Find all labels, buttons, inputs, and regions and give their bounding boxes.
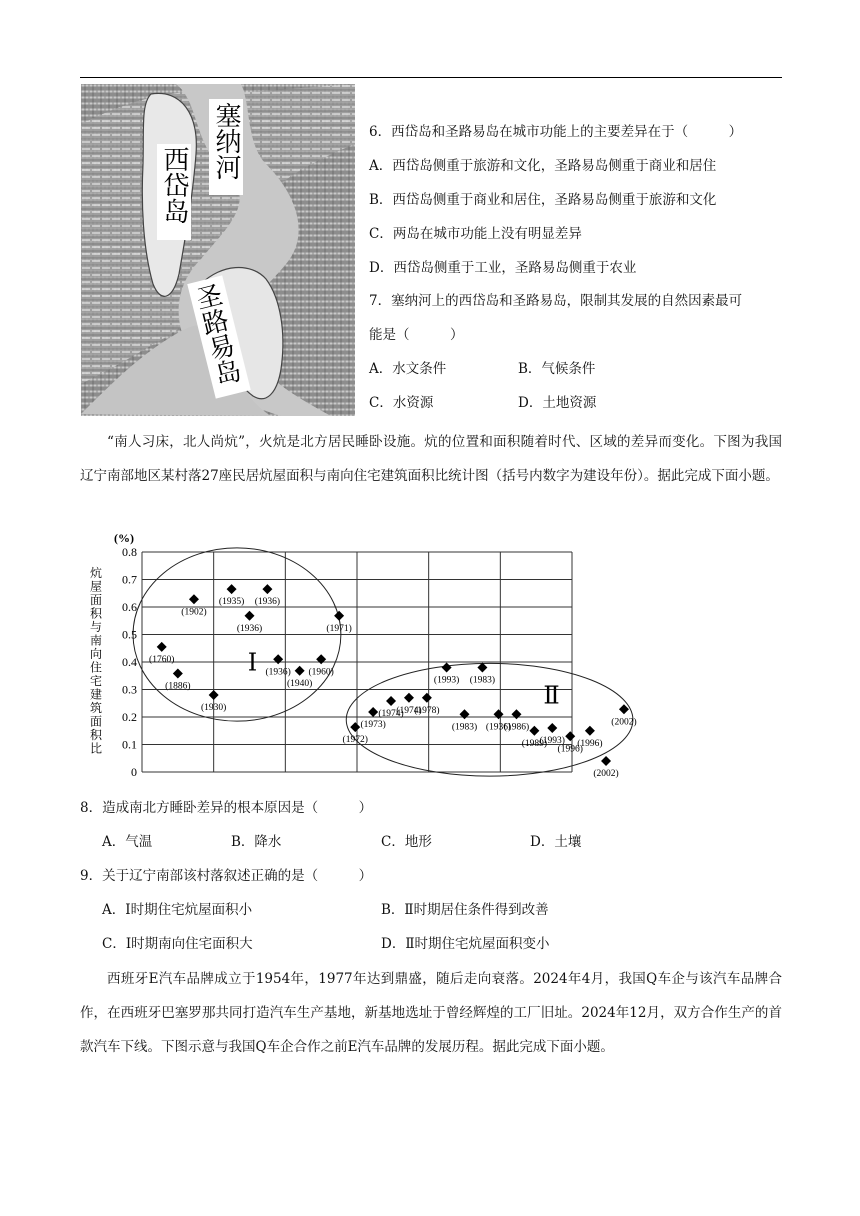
q6-option-c: C．两岛在城市功能上没有明显差异 xyxy=(369,226,582,242)
q6-option-d: D．西岱岛侧重于工业，圣路易岛侧重于农业 xyxy=(369,260,637,276)
data-point-marker xyxy=(209,690,219,700)
y-axis-label-char: 住 xyxy=(89,660,103,675)
data-point-year-label: (1960) xyxy=(308,667,334,678)
y-axis-label-char: 面 xyxy=(89,593,103,607)
data-point-marker xyxy=(295,666,305,676)
group-i-label: Ⅰ xyxy=(247,650,258,677)
data-point-year-label: (1936) xyxy=(236,623,263,634)
q9-stem: 9．关于辽宁南部该村落叙述正确的是（ ） xyxy=(80,868,373,884)
y-axis-label-char: 比 xyxy=(89,741,103,756)
data-point-marker xyxy=(422,693,432,703)
data-point-year-label: (1974) xyxy=(378,709,404,720)
data-point-year-label: (1983) xyxy=(469,675,496,686)
data-point-year-label: (1996) xyxy=(557,744,583,755)
q8-option-b: B．降水 xyxy=(231,834,282,850)
q6-option-a: A．西岱岛侧重于旅游和文化，圣路易岛侧重于商业和居住 xyxy=(369,158,717,174)
y-axis-label-char: 屋 xyxy=(89,579,103,594)
q7-option-a: A．水文条件 xyxy=(369,361,447,377)
q9-option-c: C．Ⅰ时期南向住宅面积大 xyxy=(102,936,253,952)
data-point-marker xyxy=(386,696,396,706)
kang-ratio-scatter-chart xyxy=(84,526,637,786)
y-axis-label-char: 面 xyxy=(89,714,103,729)
label-seine-river: 塞纳河 xyxy=(211,102,241,180)
data-point-year-label: (2002) xyxy=(611,717,637,728)
y-tick-label: 0.2 xyxy=(122,710,137,724)
data-point-year-label: (1986) xyxy=(503,722,530,733)
data-point-marker xyxy=(173,669,183,679)
data-point-marker xyxy=(157,642,167,652)
data-point-year-label: (1936) xyxy=(265,667,291,678)
data-point-marker xyxy=(227,584,237,594)
data-point-year-label: (1973) xyxy=(360,720,386,731)
data-point-marker xyxy=(316,654,326,664)
data-point-year-label: (1936) xyxy=(485,722,512,733)
q8-stem: 8．造成南北方睡卧差异的根本原因是（ ） xyxy=(80,800,373,816)
data-point-marker xyxy=(368,707,378,717)
data-point-marker xyxy=(245,611,255,621)
q7-stem-line1: 7．塞纳河上的西岱岛和圣路易岛，限制其发展的自然因素最可 xyxy=(369,293,743,309)
data-point-year-label: (1971) xyxy=(326,623,352,634)
y-axis-label-char: 建 xyxy=(89,687,103,702)
data-point-year-label: (1902) xyxy=(181,607,207,618)
y-axis-label-char: 筑 xyxy=(89,701,103,715)
data-point-year-label: (1935) xyxy=(218,597,245,608)
data-point-marker xyxy=(460,709,470,719)
q8-option-a: A．气温 xyxy=(102,834,153,850)
data-point-marker xyxy=(601,756,611,766)
y-tick-label: 0.4 xyxy=(122,655,137,669)
q9-option-d: D．Ⅱ时期住宅炕屋面积变小 xyxy=(381,936,550,952)
data-point-year-label: (1978) xyxy=(414,705,440,716)
data-point-marker xyxy=(404,693,414,703)
group-ii-label: Ⅱ xyxy=(543,683,560,710)
y-axis-label-char: 向 xyxy=(89,647,103,661)
data-point-marker xyxy=(494,709,504,719)
header-rule xyxy=(80,77,782,78)
data-point-marker xyxy=(547,723,557,733)
intro-car-paragraph: 西班牙E汽车品牌成立于1954年，1977年达到鼎盛，随后走向衰落。2024年4月，我国Q车企与该汽车品牌合作，在西班牙巴塞罗那共同打造汽车生产基地，新基地选址于曾经辉煌的工厂旧址。2024年12月，双方合作生产的首款汽车下线。下图示意与我国Q车企合作之前E汽车品牌的发展历程。据此完成下面小题。 xyxy=(80,971,782,1055)
data-point-year-label: (1993) xyxy=(433,675,460,686)
data-point-marker xyxy=(511,709,521,719)
y-axis-label-char: 与 xyxy=(89,620,103,634)
data-point-year-label: (1886) xyxy=(165,681,191,692)
y-tick-label: 0.5 xyxy=(122,627,137,642)
data-point-year-label: (1996) xyxy=(577,738,603,749)
data-point-year-label: (1940) xyxy=(287,678,313,689)
q8-option-d: D．土壤 xyxy=(530,834,582,850)
q7-stem-line2: 能是（ ） xyxy=(369,327,464,343)
data-point-marker xyxy=(273,654,283,664)
data-point-year-label: (2002) xyxy=(593,769,619,779)
q7-option-d: D．土地资源 xyxy=(518,395,597,411)
data-point-year-label: (1972) xyxy=(342,735,368,746)
y-tick-label: 0 xyxy=(131,765,137,779)
y-unit-label: (%) xyxy=(114,531,134,545)
data-point-year-label: (1993) xyxy=(539,736,565,746)
q8-option-c: C．地形 xyxy=(381,834,432,850)
y-tick-label: 0.7 xyxy=(122,572,137,587)
intro-kang-paragraph: “南人习床，北人尚炕”，火炕是北方居民睡卧设施。炕的位置和面积随着时代、区域的差异而变化。下图为我国辽宁南部地区某村落27座民居炕屋面积与南向住宅建筑面积比统计图（括号内数字为建设年份）。据此完成下面小题。 xyxy=(80,434,782,484)
data-point-marker xyxy=(619,704,629,714)
y-axis-label-char: 宅 xyxy=(89,674,103,688)
data-point-marker xyxy=(262,584,272,594)
data-point-marker xyxy=(334,611,344,621)
data-point-year-label: (1936) xyxy=(254,597,281,608)
data-point-marker xyxy=(565,731,575,741)
data-point-marker xyxy=(189,594,199,604)
q9-option-b: B．Ⅱ时期居住条件得到改善 xyxy=(381,902,549,918)
label-ile-de-la-cite: 西岱岛 xyxy=(159,146,189,224)
q9-option-a: A．Ⅰ时期住宅炕屋面积小 xyxy=(102,902,253,918)
label-ile-saint-louis: 圣路易岛 xyxy=(188,280,244,389)
y-tick-label: 0.1 xyxy=(122,737,137,752)
q7-option-c: C．水资源 xyxy=(369,395,434,411)
y-tick-label: 0.8 xyxy=(122,545,137,559)
q6-option-b: B．西岱岛侧重于商业和居住，圣路易岛侧重于旅游和文化 xyxy=(369,192,717,208)
y-axis-label-char: 炕 xyxy=(89,566,103,580)
paris-islands-map xyxy=(81,84,355,416)
y-axis-label-char: 南 xyxy=(89,633,103,648)
data-point-marker xyxy=(585,726,595,736)
data-point-year-label: (1983) xyxy=(451,722,478,733)
data-point-year-label: (1989) xyxy=(521,738,548,749)
data-point-year-label: (1974) xyxy=(396,705,422,716)
y-tick-label: 0.3 xyxy=(122,682,137,697)
q6-stem: 6．西岱岛和圣路易岛在城市功能上的主要差异在于（ ） xyxy=(369,124,743,140)
data-point-year-label: (1930) xyxy=(201,703,227,713)
q7-option-b: B．气候条件 xyxy=(518,361,596,377)
y-tick-label: 0.6 xyxy=(122,600,137,614)
data-point-marker xyxy=(350,722,360,732)
data-point-marker xyxy=(442,663,452,673)
data-point-year-label: (1760) xyxy=(149,654,175,665)
y-axis-label-char: 积 xyxy=(89,606,103,621)
data-point-marker xyxy=(529,726,539,736)
y-axis-label-char: 积 xyxy=(89,728,103,742)
